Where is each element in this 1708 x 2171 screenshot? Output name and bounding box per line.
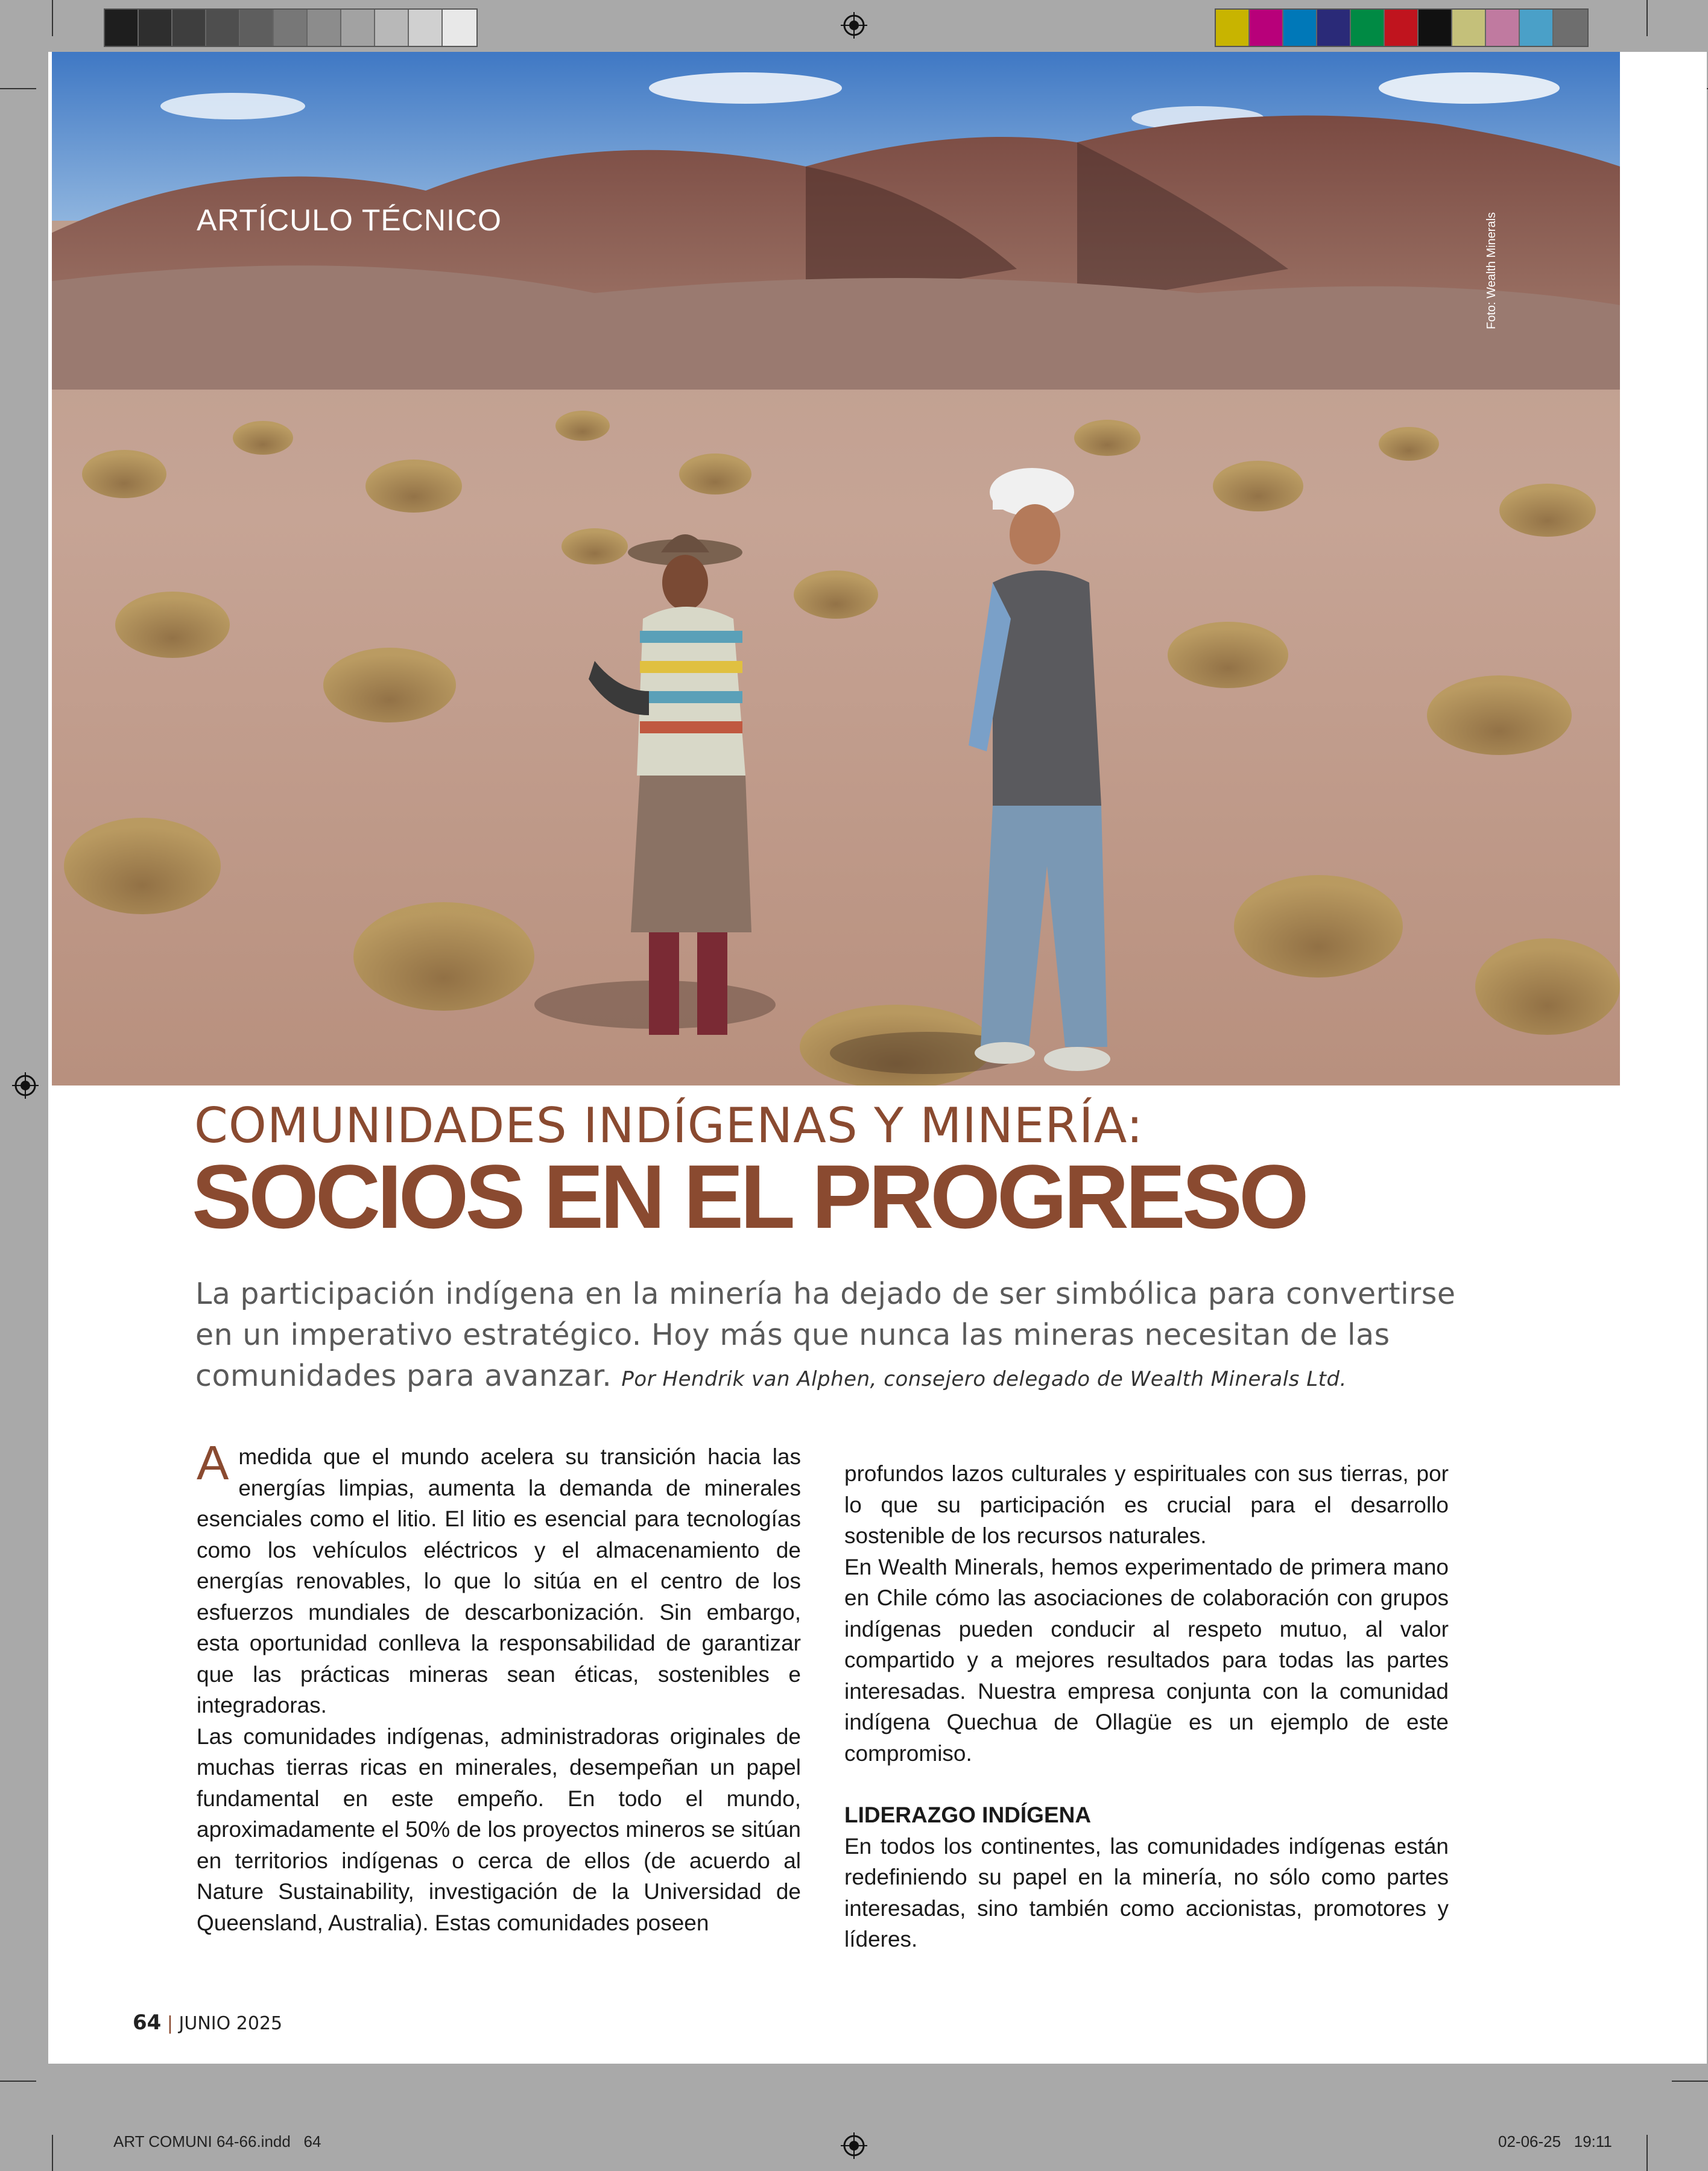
color-swatch — [1419, 10, 1452, 46]
gray-swatch — [443, 10, 476, 46]
color-swatch — [1250, 10, 1283, 46]
subheading: LIDERAZGO INDÍGENA — [844, 1803, 1092, 1827]
color-swatch — [1216, 10, 1250, 46]
registration-mark-bottom-icon — [841, 2132, 867, 2159]
color-swatch — [1452, 10, 1486, 46]
lead-text: La participación indígena en la minería ha dejado de ser simbólica para convertirse en un imperativo estratégico. Hoy más que nunca las mineras necesitan de las comunidades para avanzar. — [195, 1277, 1456, 1393]
section-label: ARTÍCULO TÉCNICO — [197, 203, 502, 237]
crop-mark — [1672, 2081, 1708, 2082]
registration-mark-top-icon — [841, 12, 867, 39]
byline: Por Hendrik van Alphen, consejero delegado de Wealth Minerals Ltd. — [621, 1367, 1347, 1391]
folio-separator: | — [166, 2013, 173, 2034]
color-swatch — [1554, 10, 1587, 46]
gray-swatch — [375, 10, 409, 46]
crop-mark — [1646, 2135, 1648, 2171]
article-lead — [195, 1274, 1462, 1400]
page-number: 64 — [133, 2011, 162, 2035]
page-folio — [133, 2011, 282, 2035]
article-title-line1: COMUNIDADES INDÍGENAS Y MINERÍA: — [194, 1098, 1143, 1154]
paragraph-spacer — [844, 1769, 1449, 1800]
body-paragraph: En Wealth Minerals, hemos experimentado de primera mano en Chile cómo las asociaciones de colaboración con grupos indígenas pueden conducir al respeto mutuo, al valor compartido y a mejores resultados para todas las partes interesadas. Nuestra empresa conjunta con la comunidad indígena Quechua de Ollagüe es un ejemplo de este compromiso. — [844, 1554, 1449, 1766]
crop-mark — [1646, 0, 1648, 36]
body-paragraph: profundos lazos culturales y espirituales con sus tierras, por lo que su participación es crucial para el desarrollo sostenible de los recursos naturales. — [844, 1461, 1449, 1548]
article-title-line2: SOCIOS EN EL PROGRESO — [192, 1146, 1306, 1247]
grayscale-color-bar — [104, 8, 478, 47]
body-paragraph — [197, 1436, 801, 1721]
issue-date: JUNIO 2025 — [179, 2013, 283, 2034]
gray-swatch — [409, 10, 443, 46]
drop-cap: A — [197, 1436, 229, 1490]
color-swatch — [1351, 10, 1385, 46]
crop-mark — [0, 88, 36, 89]
color-swatch — [1385, 10, 1419, 46]
gray-swatch — [341, 10, 375, 46]
color-swatch — [1283, 10, 1317, 46]
body-column-1 — [197, 1436, 801, 1938]
body-paragraph: En todos los continentes, las comunidades indígenas están redefiniendo su papel en la minería, no sólo como partes interesadas, sino también como accionistas, promotores y líderes. — [844, 1833, 1449, 1951]
body-paragraph: Las comunidades indígenas, administradoras originales de muchas tierras ricas en minerales, desempeñan un papel fundamental en este empeño. En todo el mundo, aproximadamente el 50% de los proyectos mineros se sitúan en territorios indígenas o cerca de ellos (de acuerdo al Nature Sustainability, investigación de la Universidad de Queensland, Australia). Estas comunidades poseen — [197, 1724, 801, 1935]
gray-swatch — [172, 10, 206, 46]
gray-swatch — [274, 10, 308, 46]
gray-swatch — [240, 10, 274, 46]
process-color-bar — [1215, 8, 1589, 47]
slug-datetime: 02-06-25 19:11 — [1498, 2132, 1612, 2150]
registration-mark-left-icon — [12, 1072, 39, 1099]
gray-swatch — [139, 10, 172, 46]
crop-mark — [0, 2081, 36, 2082]
body-column-2 — [844, 1458, 1449, 1955]
crop-mark — [52, 0, 53, 36]
hero-photo — [52, 52, 1620, 1086]
color-swatch — [1520, 10, 1554, 46]
gray-swatch — [105, 10, 139, 46]
gray-swatch — [308, 10, 341, 46]
color-swatch — [1317, 10, 1351, 46]
paragraph-text: medida que el mundo acelera su transición hacia las energías limpias, aumenta la demanda de minerales esenciales como el litio. El litio es esencial para tecnologías como los vehículos eléctricos y el almacenamiento de energías renovables, lo que lo sitúa en el centro de los esfuerzos mundiales de descarbonización. Sin embargo, esta oportunidad conlleva la responsabilidad de garantizar que las prácticas mineras sean éticas, sostenibles e integradoras. — [197, 1444, 801, 1718]
slug-filename: ART COMUNI 64-66.indd 64 — [113, 2132, 321, 2150]
color-swatch — [1486, 10, 1520, 46]
photo-credit: Foto: Wealth Minerals — [1485, 212, 1498, 329]
crop-mark — [52, 2135, 53, 2171]
gray-swatch — [206, 10, 240, 46]
